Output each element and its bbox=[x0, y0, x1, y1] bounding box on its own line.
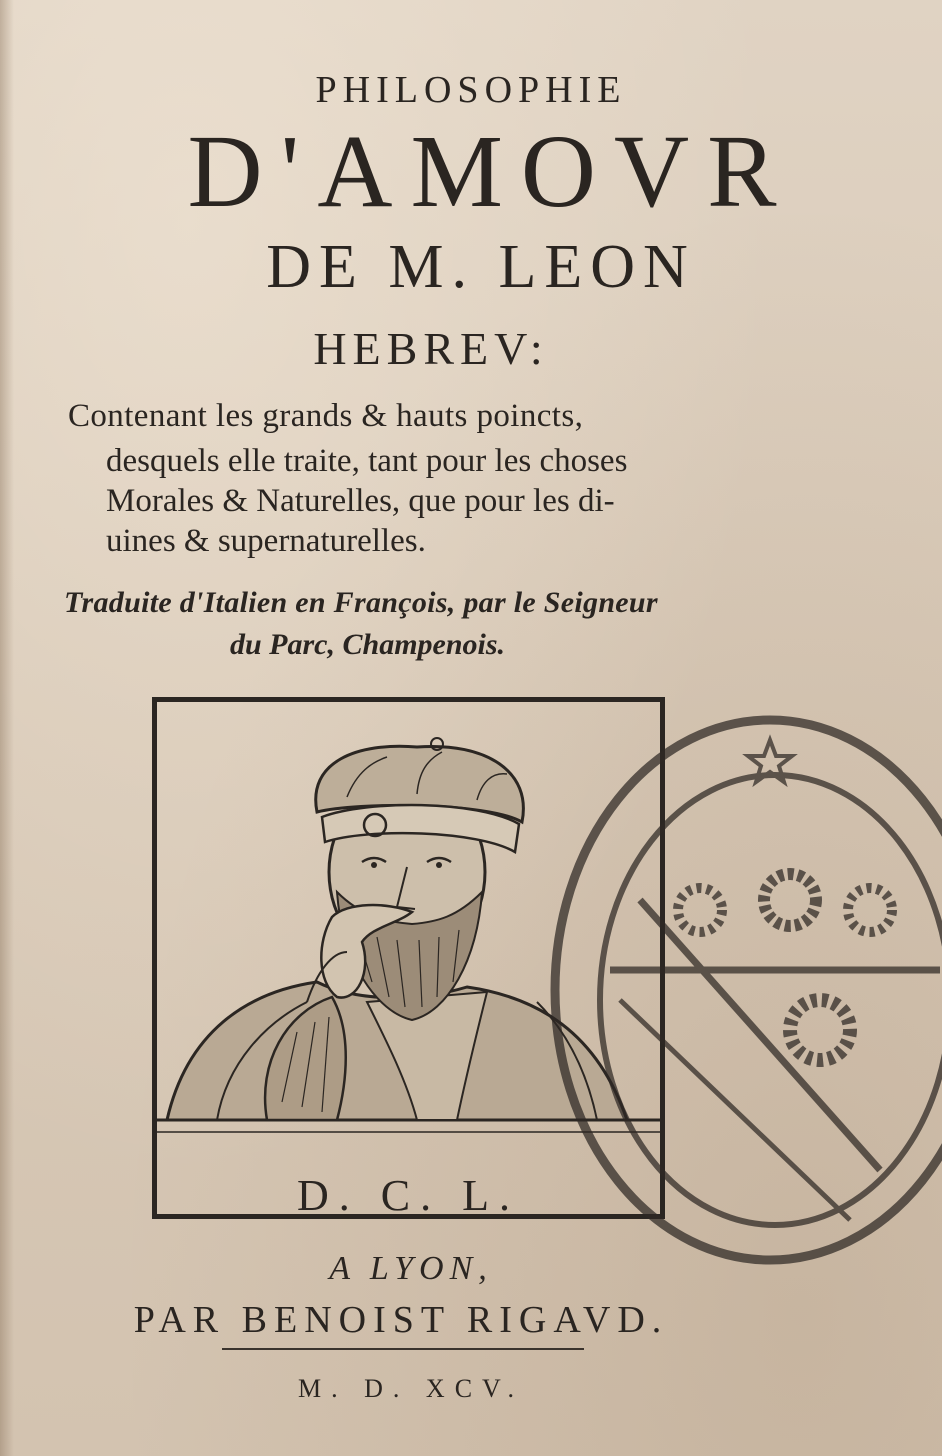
translation-line: du Parc, Champenois. bbox=[230, 628, 506, 661]
description-line: Morales & Naturelles, que pour les di- bbox=[106, 483, 615, 519]
imprint-place: A LYON, bbox=[329, 1250, 493, 1287]
imprint-year: M. D. XCV. bbox=[298, 1374, 524, 1403]
woodcut-caption: D. C. L. bbox=[297, 1171, 520, 1220]
divider-rule bbox=[222, 1348, 584, 1350]
translation-line: Traduite d'Italien en François, par le Seigneur bbox=[64, 586, 658, 619]
description-line: Contenant les grands & hauts poincts, bbox=[68, 398, 584, 434]
title-line-2: D'AMOVR bbox=[187, 114, 795, 229]
title-line-3: DE M. LEON bbox=[266, 233, 696, 301]
imprint-printer: PAR BENOIST RIGAVD. bbox=[133, 1299, 669, 1341]
description-line: uines & supernaturelles. bbox=[106, 523, 426, 559]
page-edge bbox=[0, 0, 14, 1456]
description-line: desquels elle traite, tant pour les choses bbox=[106, 443, 628, 479]
title-line-4: HEBREV: bbox=[313, 323, 549, 374]
title-line-1: PHILOSOPHIE bbox=[315, 69, 627, 111]
library-stamp bbox=[520, 700, 942, 1300]
